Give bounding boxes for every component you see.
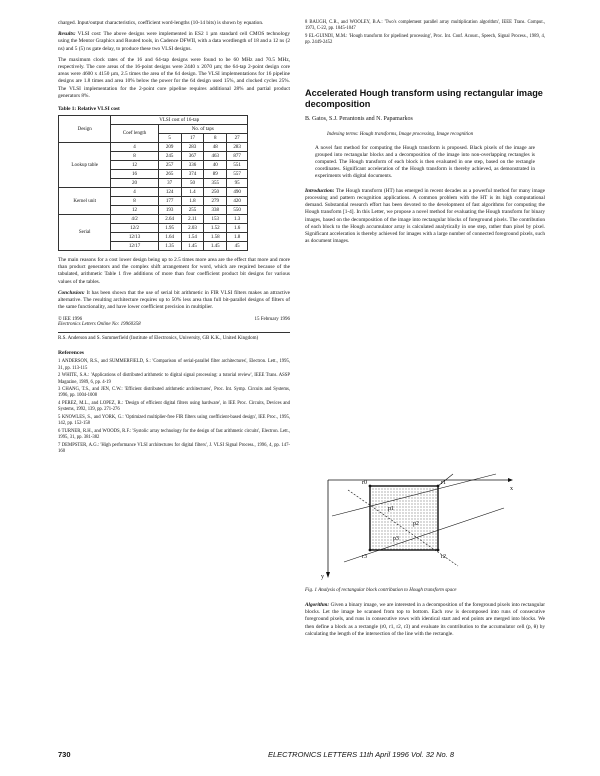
corner-point	[437, 549, 440, 552]
table-cell: 279	[204, 197, 227, 206]
introduction-label: Introduction:	[305, 187, 335, 194]
table-cell: 20	[111, 179, 158, 188]
table-cell: 1.54	[181, 233, 204, 242]
reference-item: 7 DEMPSTER, A.G.: 'High performance VLSI architectures for digital filters', J. VLSI Signal Process., 1996, 4, pp. 147-160	[58, 442, 290, 455]
table-cell: 1.64	[158, 233, 181, 242]
label-x-axis: x	[510, 486, 513, 492]
table-row	[59, 215, 248, 224]
table-title: Table 1: Relative VLSI cost	[58, 106, 120, 113]
corner-point	[369, 549, 372, 552]
table-row	[59, 188, 248, 197]
conclusion-paragraph	[58, 290, 290, 312]
table-cell: 283	[181, 143, 204, 152]
vlsi-cost-table	[58, 115, 248, 251]
table-header-coef: Coef length	[111, 125, 158, 143]
corner-point	[369, 485, 372, 488]
label-r3: r3	[362, 554, 367, 560]
table-tap-header: 17	[181, 134, 204, 143]
table-cell: 193	[158, 206, 181, 215]
table-cell: 1.58	[204, 233, 227, 242]
table-cell: 1.8	[227, 233, 248, 242]
conclusion-text: It has been shown that the use of serial bit arithmetic in FIR VLSI filters makes an attractive alternative. The resulting architecture requires up to 50% less area than full bit-parallel designs of filters of the same functionality, and have lower coefficient precision in multiplier.	[58, 289, 290, 311]
table-cell: 12/17	[111, 242, 158, 251]
table-cell: 40	[204, 161, 227, 170]
table-cell: 1.8	[181, 197, 204, 206]
page-footer	[58, 750, 545, 762]
table-cell: 12/13	[111, 233, 158, 242]
table-cell: 2.64	[158, 215, 181, 224]
table-cell: 8	[111, 152, 158, 161]
table-cell: 550	[227, 206, 248, 215]
results-text: VLSI cost: The above designs were implemented in ES2 1 µm standard cell CMOS technology using the Mentor Graphics and Routed tools, in Cadence DFWII, with a data wordlength of 18 and a 12 ns (2 ns) and 5 (5) ns gate delay, to produce these two VLSI designs.	[58, 31, 290, 52]
table-cell: 12	[111, 206, 158, 215]
table-cell: 48	[204, 143, 227, 152]
table-group-label: Lookup table	[59, 143, 111, 188]
table-cell: 490	[227, 188, 248, 197]
table-cell: 367	[181, 152, 204, 161]
introduction-text: The Hough transform (HT) has emerged in recent decades as a powerful method for many image processing and pattern recognition applications. A common problem with the HT is its high computational demand. Substantial research effort has been devoted to the development of fast algorithms for computing the Hough transform [1-4]. In this Letter, we propose a novel method for evaluating the Hough transform for binary images, based on the decomposition of the image into rectangular blocks of foreground pixels. The contribution of each block to the Hough accumulator array is calculated analytically in one step, rather than pixel by pixel. Significant acceleration is thereby achieved for images with a large number of connected foreground pixels, such as document images.	[305, 187, 545, 245]
figure-caption: Fig. 1 Analysis of rectangular block contribution to Hough transform space	[305, 588, 457, 593]
x-axis-arrow	[508, 478, 513, 482]
table-cell: 1.6	[227, 224, 248, 233]
table-cell: 2.03	[181, 224, 204, 233]
journal-info: ELECTRONICS LETTERS 11th April 1996 Vol. 32 No. 8	[268, 750, 455, 759]
results-paragraph	[58, 31, 290, 53]
table-cell: 16	[111, 170, 158, 179]
table-cell: 255	[181, 206, 204, 215]
affiliation: R.S. Anderson and S. Summerfield (Institute of Electronics, University, GB K.K., United Kingdom)	[58, 335, 259, 341]
label-p2: p2	[413, 521, 419, 527]
reference-item: 2 WHITE, S.A.: 'Applications of distributed arithmetic to digital signal processing: a tutorial review', IEEE Trans. ASSP Magazine, 1989, 6, pp. 4-19	[58, 373, 290, 385]
table-cell: 374	[181, 170, 204, 179]
results-paragraph-2: The maximum clock rates of the 16 and 64-tap designs were found to be 60 MHz and 70.5 MHz, respectively. The core areas of the 16-point designs were 2440 x 2070 µm; the 64-tap 2-point design core areas were 4600 x 4150 µm, 2.5 times the area of the 64 design. The VLSI implementations for 16 pipeline designs are 1.8 times and area 10% below the power for the 64 design used 15%, and clocked cycles 25%. The VLSI implementation for the 2-point core pipeline requires additional 28% and partial product generators 8%.	[58, 56, 290, 99]
table-cell: 124	[158, 188, 181, 197]
table-cell: 4	[111, 188, 158, 197]
table-cell: 1.45	[181, 242, 204, 251]
indexing-terms: Indexing terms: Hough transforms, Image processing, Image recognition	[327, 132, 474, 138]
right-column	[305, 20, 545, 249]
label-r1: r1	[441, 480, 446, 486]
table-cell: 45	[227, 242, 248, 251]
table-cell: 89	[204, 170, 227, 179]
results-label: Results:	[58, 31, 76, 38]
corner-point	[437, 485, 440, 488]
table-discussion: The main reasons for a cost lower design being up to 2.5 times more area are the effect that more and more than product generators and the complex shift arrangement for word, which are required because of the tabulated, arithmetic Table 1 five additions of more than four coefficient product bit designs for various values of the tables.	[58, 257, 290, 285]
table-cell: 177	[158, 197, 181, 206]
table-cell: 1.95	[158, 224, 181, 233]
reference-item: 9 EL-GUINDI, M.M.: 'Hough transform for pipelined processing', Proc. Int. Conf. Acoust., Speech, Signal Process., 1989, 4, pp. 2449-2452	[305, 33, 545, 46]
reference-item: 1 ANDERSON, R.S., and SUMMERFIELD, S.: 'Comparison of serial-parallel filter architectures', Electron. Lett., 1995, 31, pp. 113-115	[58, 359, 290, 371]
table-group-label: Kernel unit	[59, 188, 111, 215]
table-header-group: VLSI cost of 16-tap	[111, 116, 248, 125]
table-cell: 4	[111, 143, 158, 152]
letters-online: Electronics Letters Online No: 19960358	[58, 322, 141, 328]
table-header-design: Design	[59, 116, 111, 143]
label-y-axis: y	[321, 574, 324, 580]
reference-item: 4 PEREZ, M.L., and LOPEZ, R.: 'Design of efficient digital filters using hardware', in IEE Proc. Circuits, Devices and Systems, 1992, 139, pp. 271-276	[58, 401, 290, 413]
divider	[58, 332, 290, 333]
label-r0: r0	[362, 480, 367, 486]
table-cell: 1.45	[204, 242, 227, 251]
reference-item: 3 CHANG, T.S., and JEN, C.W.: 'Efficient distributed arithmetic architectures', Proc. Int. Symp. Circuits and Systems, 1996, pp. 1004-1008	[58, 387, 290, 399]
abstract: A novel fast method for computing the Hough transform is proposed. Black pixels of the image are grouped into rectangular blocks and a decomposition of the image into non-overlapping rectangles is computed. The Hough transform of each block is then evaluated in one step, based on the rectangle coordinates. Significant acceleration of the Hough transform is thereby achieved, as demonstrated in experiments with digital documents.	[315, 144, 535, 179]
table-cell: 1.52	[204, 224, 227, 233]
table-header-taps: No. of taps	[158, 125, 247, 134]
table-cell: 95	[227, 179, 248, 188]
algorithm-label: Algorithm:	[305, 602, 330, 608]
table-cell: 1.4	[181, 188, 204, 197]
table-cell: 8	[111, 197, 158, 206]
table-cell: 283	[227, 143, 248, 152]
hough-figure	[318, 470, 518, 582]
algorithm-text: Given a binary image, we are interested in a decomposition of the foreground pixels into rectangular blocks. Let the image be scanned from top to bottom. Each row is decomposed into runs of consecutive foreground pixels, and runs in consecutive rows with identical start and end points are merged into blocks. We then define a block as a rectangle (r0, r1, r2, r3) and evaluate its contribution to the accumulator cell (p, θ) by calculating the length of the intersection of the line with the rectangle.	[305, 602, 545, 637]
algorithm-section	[305, 602, 545, 642]
table-tap-header: 8	[204, 134, 227, 143]
table-cell: 265	[158, 170, 181, 179]
y-axis-arrow	[326, 572, 330, 578]
reference-item: 5 KNOWLES, S., and YORK, G.: 'Optimized multiplier-free FIR filters using coefficient-based design', IEE Proc., 1995, 142, pp. 152-158	[58, 415, 290, 427]
table-tap-header: 27	[227, 134, 248, 143]
table-cell: 1.3	[227, 215, 248, 224]
table-row	[59, 143, 248, 152]
introduction-paragraph	[305, 188, 545, 246]
table-cell: 877	[227, 152, 248, 161]
reference-item: 6 TURNER, R.H., and WOODS, R.F.: 'Systolic array technology for the design of fast arithmetic circuits', Electron. Lett., 1995, 31, pp. 381-382	[58, 428, 290, 441]
table-cell: 2.11	[181, 215, 204, 224]
table-cell: 209	[158, 143, 181, 152]
table-cell: 12	[111, 161, 158, 170]
label-p3: p3	[393, 536, 399, 542]
table-cell: 245	[158, 152, 181, 161]
table-cell: 37	[158, 179, 181, 188]
table-group-label: Serial	[59, 215, 111, 251]
label-p1: p1	[388, 506, 394, 512]
table-cell: 50	[181, 179, 204, 188]
reference-item: 8 BAUGH, C.R., and WOOLEY, B.A.: 'Two's complement parallel array multiplication algorithm', IEEE Trans. Comput., 1973, C-22, pp. 1045-1047	[305, 20, 545, 32]
table-cell: 355	[204, 179, 227, 188]
table-cell: 12/2	[111, 224, 158, 233]
table-tap-header: 5	[158, 134, 181, 143]
page-number: 730	[58, 750, 71, 759]
table-cell: 153	[204, 215, 227, 224]
left-column	[58, 20, 290, 457]
table-cell: 1.35	[158, 242, 181, 251]
article-authors: B. Gatos, S.J. Perantonis and N. Papamarkos	[305, 116, 413, 123]
article-title: Accelerated Hough transform using rectangular image decomposition	[305, 88, 543, 110]
label-r2: r2	[441, 554, 446, 560]
table-cell: 257	[158, 161, 181, 170]
table-cell: 4/2	[111, 215, 158, 224]
table-cell: 336	[181, 161, 204, 170]
table-cell: 463	[204, 152, 227, 161]
received-date: 15 February 1996	[254, 317, 290, 323]
references-title: References	[58, 350, 84, 357]
table-cell: 250	[204, 188, 227, 197]
continued-text: charged. Input/output characteristics, coefficient word-lengths (10-14 bits) is shown by equation.	[58, 20, 264, 26]
conclusion-label: Conclusion:	[58, 289, 85, 296]
table-cell: 338	[204, 206, 227, 215]
algorithm-paragraph	[305, 602, 545, 638]
table-cell: 557	[227, 170, 248, 179]
table-cell: 420	[227, 197, 248, 206]
table-cell: 551	[227, 161, 248, 170]
copyright: © IEE 1996	[58, 317, 83, 323]
rectangular-block	[370, 486, 438, 550]
